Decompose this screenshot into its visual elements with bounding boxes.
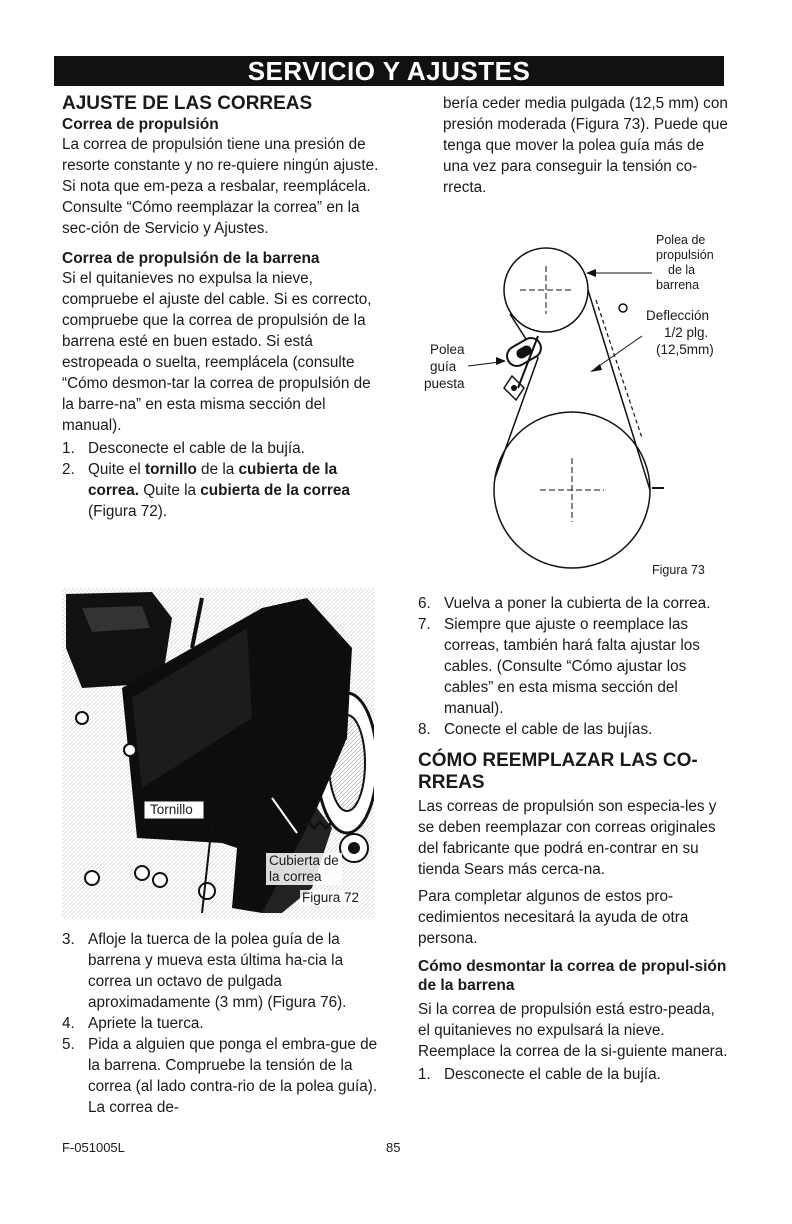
figure-72 [62,588,374,918]
figure-73-label-pulley-1: Polea de [656,233,706,247]
paragraph-replace-belts-2: Para completar algunos de estos pro-cedimientos necesitará la ayuda de otra persona. [418,888,689,947]
step-text: (Figura 72). [88,503,168,520]
step-bold-term: tornillo [144,461,197,478]
paragraph-deflection: bería ceder media pulgada (12,5 mm) con presión moderada (Figura 73). Puede que tenga que mover la polea guía más de una vez para conseguir la tensión co-rrecta. [443,95,728,196]
figure-72-label-cover-wrap [266,853,342,885]
step-text: Quite la [139,482,201,499]
right-column-top [443,93,728,198]
step-text: Afloje la tuerca de la polea guía de la barrena y mueva esta última ha-cia la correa un octavo de pulgada aproximadamente (3 mm) (Figura 76). [88,931,347,1011]
subheading-remove-auger-belt: Cómo desmontar la correa de propul-sión de la barrena [418,958,727,994]
step-text: Desconecte el cable de la bujía. [444,1066,661,1083]
step-number: 5. [62,1036,75,1053]
subheading-drive-belt: Correa de propulsión [62,116,219,133]
step-2 [62,459,380,522]
figure-73-label-idler-2: guía [430,359,457,374]
step-text: Vuelva a poner la cubierta de la correa. [444,595,711,612]
footer-page-number: 85 [386,1140,401,1155]
figure-72-label-screw: Tornillo [150,802,193,817]
subheading-auger-belt: Correa de propulsión de la barrena [62,250,320,267]
figure-72-label-cover-line2: la correa [269,869,322,884]
step-3 [62,929,380,1013]
step-number: 4. [62,1015,75,1032]
right-column-lower [418,593,730,1085]
figure-73-label-deflection-3: (12,5mm) [656,342,714,357]
footer-code: F-051005L [62,1140,125,1155]
step-text: Siempre que ajuste o reemplace las correas, también hará falta ajustar los cables. (Consulte “Cómo ajustar los cables” en esta misma sección del manual). [444,616,700,717]
step-text: Quite el [88,461,145,478]
step-number: 7. [418,616,431,633]
step-text: Desconecte el cable de la bujía. [88,440,305,457]
left-column-lower [62,929,380,1118]
step-number: 1. [418,1066,431,1083]
figure-73-label-idler-1: Polea [430,342,465,357]
paragraph-drive-belt: La correa de propulsión tiene una presión de resorte constante y no re-quiere ningún ajuste. Si nota que em-peza a resbalar, reemplácela. Consulte “Cómo reemplazar la correa” en la sec-ción de Servicio y Ajustes. [62,136,379,237]
step-6 [418,593,730,614]
figure-73-label-pulley-4: barrena [656,278,700,292]
step-number: 2. [62,461,75,478]
step-5 [62,1034,380,1118]
figure-73-label-deflection-1: Deflección [646,308,710,323]
step-text: de la [196,461,239,478]
step-1 [62,438,380,459]
figure-73-label-pulley-3: de la [668,263,696,277]
left-column [62,93,380,522]
figure-73 [420,228,740,580]
step-r1 [418,1064,730,1085]
step-number: 3. [62,931,75,948]
figure-73-label-idler-3: puesta [424,376,465,391]
paragraph-auger-belt: Si el quitanieves no expulsa la nieve, compruebe el ajuste del cable. Si es correcto, compruebe que la correa de propulsión de la barrena esté en buen estado. Si está estropeada o suelta, reemplácela (consulte “Cómo desmon-tar la correa de propulsión de la barre-na” en esta misma sección del manual). [62,270,372,434]
figure-72-label-cover-line1: Cubierta de [269,853,339,868]
step-number: 8. [418,721,431,738]
paragraph-remove-auger-belt: Si la correa de propulsión está estro-peada, el quitanieves no expulsará la nieve. Reemplace la correa de la si-guiente manera. [418,1001,728,1060]
step-text: Apriete la tuerca. [88,1015,204,1032]
figure-73-label-deflection-2: 1/2 plg. [664,325,709,340]
step-7 [418,614,730,719]
section-title-replace-belts: CÓMO REEMPLAZAR LAS CO-RREAS [418,750,698,793]
step-bold-term: cubierta de la correa. [88,461,338,499]
step-number: 6. [418,595,431,612]
step-8 [418,719,730,740]
step-number: 1. [62,440,75,457]
figure-73-caption: Figura 73 [652,563,705,577]
figure-72-caption: Figura 72 [302,890,360,905]
section-banner: SERVICIO Y AJUSTES [54,56,724,86]
paragraph-replace-belts-1: Las correas de propulsión son especia-les y se deben reemplazar con correas originales del fabricante que podrá en-contrar en su tienda Sears más cerca-na. [418,798,717,878]
section-title-belt-adjustment: AJUSTE DE LAS CORREAS [62,93,313,114]
step-bold-term: cubierta de la correa [200,482,350,499]
step-4 [62,1013,380,1034]
figure-73-label-pulley-2: propulsión [656,248,714,262]
step-text: Pida a alguien que ponga el embra-gue de la barrena. Compruebe la tensión de la correa (al lado contra-rio de la polea guía). La correa de- [88,1036,378,1116]
step-text: Conecte el cable de las bujías. [444,721,653,738]
